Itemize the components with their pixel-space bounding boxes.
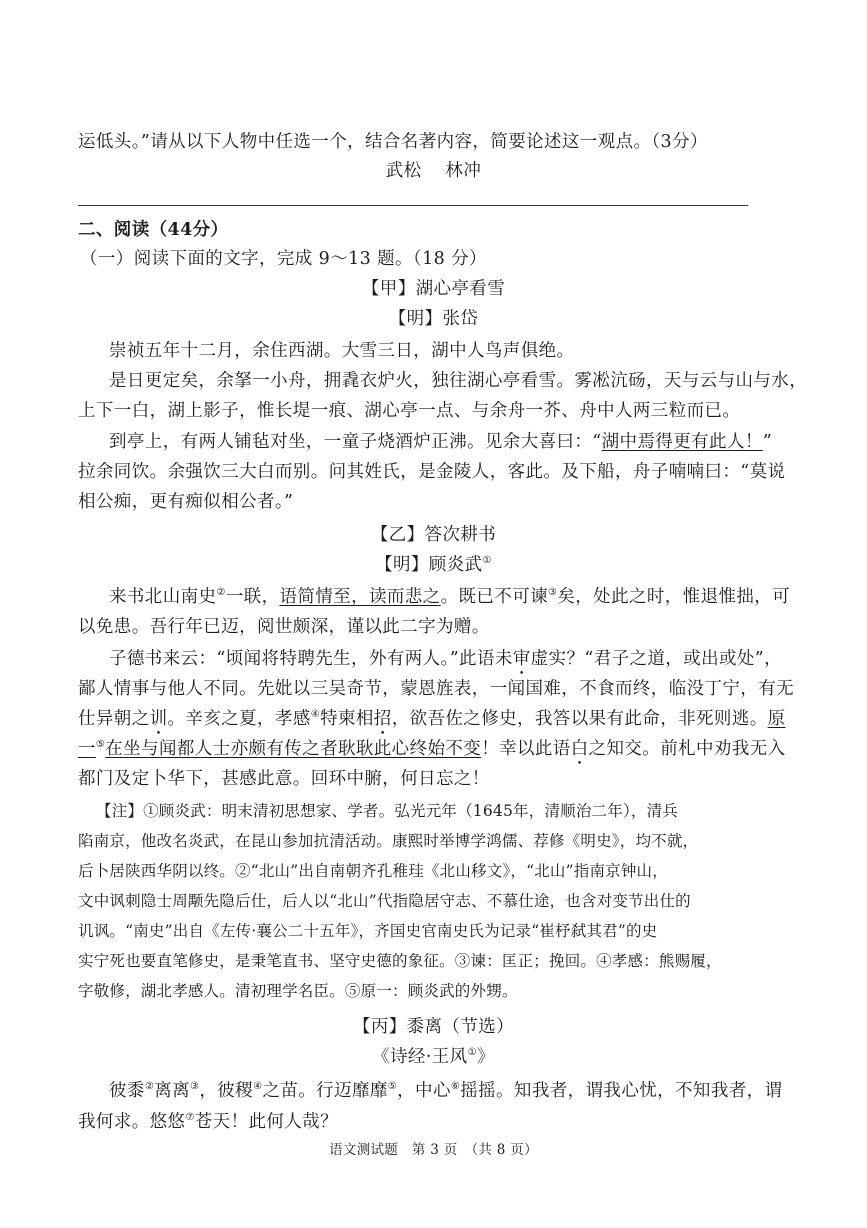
footnote-marker: ② [144,1081,155,1092]
passage-jia-line: 是日更定矣，余拏一小舟，拥毳衣炉火，独往湖心亭看雪。雾凇沆砀，天与云与山与水， [109,371,808,391]
annotation-line: 后卜居陕西华阴以终。②“北山”出自南朝齐孔稚珪《北山移文》，“北山”指南京钟山， [78,862,668,880]
passage-jia-line: 崇祯五年十二月，余住西湖。大雪三日，湖中人鸟声俱绝。 [109,341,575,361]
text-segment: ，彼稷 [199,1081,254,1101]
text-segment: 。既已不可谏 [440,587,548,607]
text-segment: ，中心 [397,1081,451,1101]
text-segment: 之苗。行迈靡靡 [262,1081,388,1101]
passage-yi-line [109,583,790,608]
passage-jia-title: 【甲】湖心亭看雪 [361,279,506,299]
passage-yi-line: 鄙人情事与他人不同。先妣以三吴奇节，蒙恩旌表，一闻国难，不食而终，临没丁宁，有无 [78,679,794,699]
text-segment: 摇摇。知我者，谓我心忧，不知我者，谓 [460,1081,783,1101]
passage-jia-line [109,428,772,453]
page-footer: 语文测试题 第 3 页 （共 8 页） [329,1142,538,1158]
footnote-marker: ⑥ [450,1081,461,1092]
footnote-marker: ③ [548,587,558,598]
underlined-sentence: 湖中焉得更有此人！ [601,432,763,452]
text-segment: 离离 [154,1081,190,1101]
passage-yi-line [109,645,782,679]
footnote-marker: ③ [190,1081,200,1092]
passage-jia-line: 相公痴，更有痴似相公者。” [78,492,294,512]
passage-jia-line: 拉余同饮。余强饮三大白而别。问其姓氏，是金陵人，客此。及下船，舟子喃喃曰：“莫说 [78,462,786,482]
answer-line [78,205,748,206]
passage-yi-line [78,705,786,739]
text-segment: 之知交。前札中劝我无入 [588,739,786,759]
text-segment: ！幸以此语 [481,739,571,759]
annotation-line: 实宁死也要直笔修史，是秉笔直书、坚守史德的象征。③谏：匡正；挽回。④孝感：熊赐履， [78,952,722,970]
dotted-word: 审 [512,649,531,669]
passage-bing-title: 【丙】黍离（节选） [352,1017,515,1037]
text-segment: 。辛亥之夏，孝感 [167,709,311,729]
dotted-word: 白 [570,739,589,759]
passage-yi-author [0,551,867,576]
text-segment: ，欲吾佐之修史，我答以果有此命，非死则逃。 [391,709,768,729]
text-segment: 到亭上，有两人铺毡对坐，一童子烧酒炉正沸。见余大喜曰：“ [109,432,602,452]
annotation-line: 文中讽刺隐士周颙先隐后仕，后人以“北山”代指隐居守志、不慕仕途，也含对变节出仕的 [78,892,691,910]
underlined-sentence: 原 [767,709,786,729]
footnote-marker: ④ [310,709,321,720]
passage-yi-title: 【乙】答次耕书 [370,525,497,545]
author-name: 【明】顾炎武 [375,555,483,575]
text-segment: 仕异朝之 [78,709,150,729]
source-text: 《诗经·王风 [372,1047,468,1067]
text-segment: 矣，处此之时，惟退惟拙，可 [557,587,791,607]
text-segment: 特柬相 [320,709,374,729]
text-segment: 子德书来云：“顷闻将特聘先生，外有两人。”此语未 [109,649,513,669]
dotted-word: 招 [373,709,392,729]
text-segment: 来书北山南史 [109,587,217,607]
passage-bing-line [78,1108,338,1133]
text-segment: 一联， [225,587,280,607]
annotation-line: 字敬修，湖北孝感人。清初理学名臣。⑤原一：顾炎武的外甥。 [78,982,518,1000]
question-text: 运低头。”请从以下人物中任选一个，结合名著内容，简要论述这一观点。（3分） [78,132,708,152]
passage-bing-line [109,1077,782,1102]
dotted-word: 训 [149,709,168,729]
underlined-sentence: 语简情至，读而悲之 [279,587,441,607]
text-segment: 苍天！此何人哉？ [194,1112,338,1132]
footnote-marker: ② [216,587,226,598]
annotation-line: 【注】①顾炎武：明末清初思想家、学者。弘光元年（1645年，清顺治二年），清兵 [96,802,678,820]
passage-jia-author: 【明】张岱 [388,309,479,329]
passage-bing-source [0,1043,867,1068]
character-choices: 武松 林冲 [385,161,482,181]
passage-yi-line [78,735,786,769]
footnote-marker: ⑦ [185,1112,195,1123]
footnote-marker: ① [482,555,492,566]
footnote-marker: ④ [253,1081,263,1092]
footnote-marker: ⑤ [387,1081,398,1092]
part-instruction: （一）阅读下面的文字，完成 9～13 题。（18 分） [80,249,487,269]
text-segment: 我何求。悠悠 [78,1112,186,1132]
footnote-marker: ⑤ [95,739,106,750]
underlined-sentence: 在坐与闻都人士亦颇有传之者耿耿此心终始不变 [105,739,482,759]
passage-yi-line: 都门及定卜华下，甚感此意。回环中腑，何日忘之！ [78,769,490,789]
text-segment: 虚实？“君子之道，或出或处”， [530,649,783,669]
passage-jia-line: 上下一白，湖上影子，惟长堤一痕、湖心亭一点、与余舟一芥、舟中人两三粒而已。 [78,401,741,421]
text-segment: 彼黍 [109,1081,145,1101]
section-title: 二、阅读（44分） [78,220,229,240]
annotation-line: 陷南京，他改名炎武，在昆山参加抗清活动。康熙时举博学鸿儒、荐修《明史》，均不就， [78,832,699,850]
footnote-marker: ① [467,1047,477,1058]
underlined-sentence: 一 [78,739,96,759]
annotation-line: 讥讽。“南史”出自《左传·襄公二十五年》，齐国史官南史氏为记录“崔杼弑其君”的史 [78,922,658,940]
source-text: 》 [476,1047,495,1067]
text-segment: ” [762,432,773,452]
passage-yi-line: 以免患。吾行年已迈，阅世颇深，谨以此二字为赠。 [78,617,490,637]
